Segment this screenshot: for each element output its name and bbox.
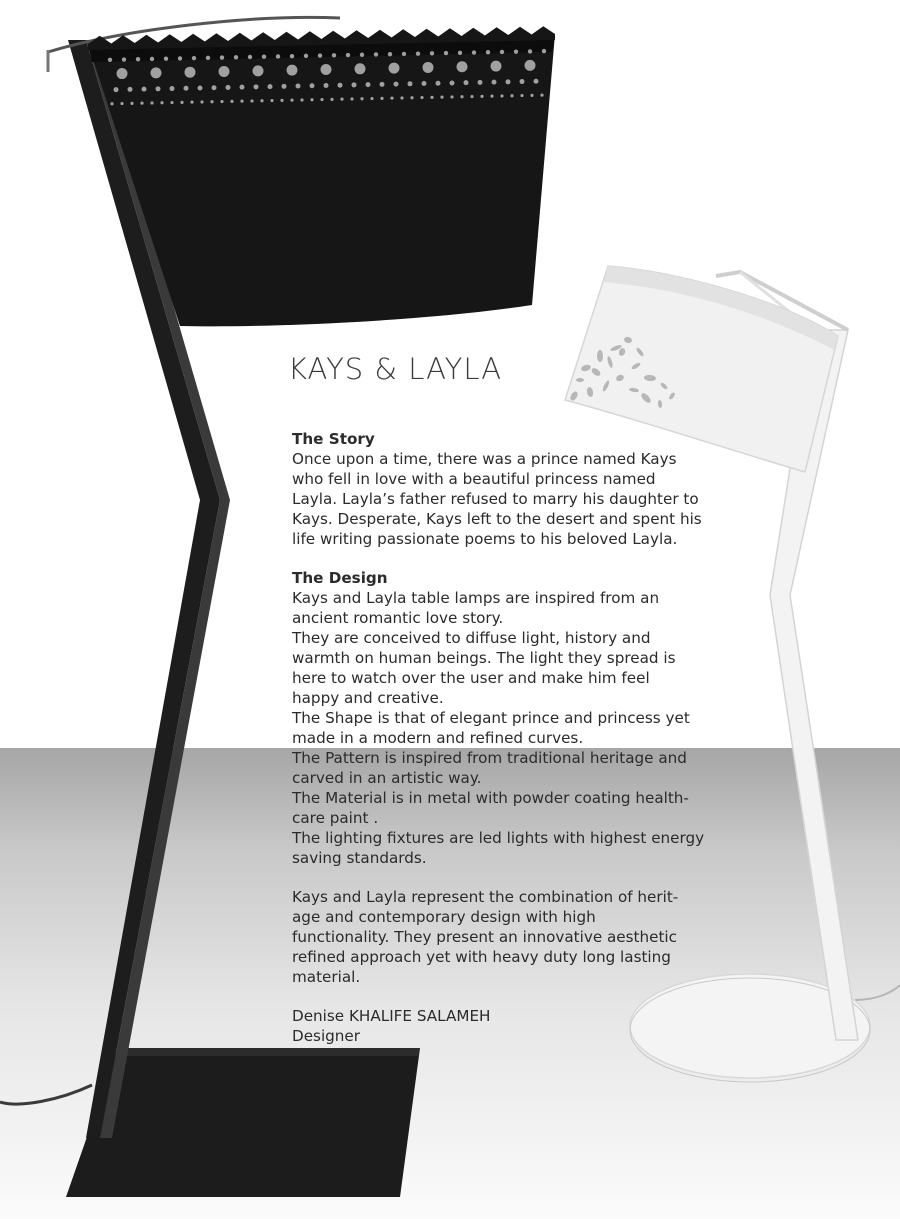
perforation-dot bbox=[500, 50, 504, 54]
perforation-dot bbox=[450, 95, 453, 98]
perforation-dot bbox=[480, 95, 483, 98]
perforation-dot bbox=[346, 53, 350, 57]
perforation-dot bbox=[525, 60, 536, 71]
perforation-dot bbox=[290, 54, 294, 58]
perforation-dot bbox=[394, 82, 399, 87]
spacer bbox=[292, 987, 732, 1006]
story-text-block bbox=[292, 429, 732, 1046]
perforation-dot bbox=[130, 102, 133, 105]
perforation-dot bbox=[450, 80, 455, 85]
perforation-dot bbox=[410, 96, 413, 99]
perforation-dot bbox=[128, 87, 133, 92]
perforation-dot bbox=[390, 97, 393, 100]
design-line: saving standards. bbox=[292, 849, 427, 867]
design-line: carved in an artistic way. bbox=[292, 769, 482, 787]
perforation-dot bbox=[478, 80, 483, 85]
perforation-dot bbox=[352, 82, 357, 87]
perforation-dot bbox=[464, 80, 469, 85]
perforation-dot bbox=[340, 98, 343, 101]
design-line: here to watch over the user and make him feel bbox=[292, 669, 650, 687]
perforation-dot bbox=[190, 101, 193, 104]
perforation-dot bbox=[150, 101, 153, 104]
perforation-dot bbox=[142, 87, 147, 92]
perforation-dot bbox=[528, 49, 532, 53]
perforation-dot bbox=[282, 84, 287, 89]
perforation-dot bbox=[300, 98, 303, 101]
perforation-dot bbox=[422, 81, 427, 86]
perforation-dot bbox=[180, 101, 183, 104]
designer-name: Denise KHALIFE SALAMEH bbox=[292, 1007, 491, 1025]
perforation-dot bbox=[206, 56, 210, 60]
story-line: Once upon a time, there was a prince named Kays bbox=[292, 450, 677, 468]
perforation-dot bbox=[491, 61, 502, 72]
perforation-dot bbox=[458, 51, 462, 55]
perforation-dot bbox=[184, 86, 189, 91]
perforation-dot bbox=[262, 55, 266, 59]
perforation-dot bbox=[520, 94, 523, 97]
perforation-dot bbox=[400, 96, 403, 99]
summary-line: Kays and Layla represent the combination of herit- bbox=[292, 888, 679, 906]
perforation-dot bbox=[310, 98, 313, 101]
summary-line: age and contemporary design with high bbox=[292, 908, 596, 926]
design-line: Kays and Layla table lamps are inspired from an bbox=[292, 589, 660, 607]
perforation-dot bbox=[380, 97, 383, 100]
design-line: warmth on human beings. The light they spread is bbox=[292, 649, 676, 667]
spacer bbox=[292, 549, 732, 568]
perforation-dot bbox=[200, 100, 203, 103]
perforation-dot bbox=[490, 95, 493, 98]
perforation-dot bbox=[287, 65, 298, 76]
perforation-dot bbox=[170, 86, 175, 91]
summary-line: refined approach yet with heavy duty long lasting bbox=[292, 948, 671, 966]
perforation-dot bbox=[178, 56, 182, 60]
perforation-dot bbox=[270, 99, 273, 102]
perforation-dot bbox=[534, 79, 539, 84]
perforation-dot bbox=[240, 85, 245, 90]
perforation-dot bbox=[296, 84, 301, 89]
perforation-dot bbox=[304, 54, 308, 58]
perforation-dot bbox=[321, 64, 332, 75]
perforation-dot bbox=[226, 85, 231, 90]
design-heading: The Design bbox=[292, 569, 388, 587]
perforation-dot bbox=[520, 79, 525, 84]
design-line: They are conceived to diffuse light, history and bbox=[292, 629, 651, 647]
page-title: KAYS & LAYLA bbox=[288, 352, 503, 386]
perforation-dot bbox=[500, 94, 503, 97]
perforation-dot bbox=[234, 55, 238, 59]
perforation-dot bbox=[254, 84, 259, 89]
perforation-dot bbox=[140, 102, 143, 105]
perforation-dot bbox=[220, 100, 223, 103]
perforation-dot bbox=[170, 101, 173, 104]
perforation-dot bbox=[486, 50, 490, 54]
perforation-dot bbox=[444, 51, 448, 55]
perforation-dot bbox=[408, 81, 413, 86]
perforation-dot bbox=[374, 52, 378, 56]
perforation-dot bbox=[510, 94, 513, 97]
design-line: The lighting fixtures are led lights with highest energy bbox=[292, 829, 705, 847]
perforation-dot bbox=[506, 79, 511, 84]
perforation-dot bbox=[117, 68, 128, 79]
perforation-dot bbox=[122, 57, 126, 61]
design-line: The Pattern is inspired from traditional heritage and bbox=[292, 749, 687, 767]
perforation-dot bbox=[310, 83, 315, 88]
spacer bbox=[292, 868, 732, 887]
perforation-dot bbox=[220, 55, 224, 59]
perforation-dot bbox=[210, 100, 213, 103]
perforation-dot bbox=[423, 62, 434, 73]
perforation-dot bbox=[360, 97, 363, 100]
perforation-dot bbox=[151, 67, 162, 78]
perforation-dot bbox=[440, 96, 443, 99]
perforation-dot bbox=[492, 80, 497, 85]
story-heading: The Story bbox=[292, 430, 375, 448]
perforation-dot bbox=[192, 56, 196, 60]
perforation-dot bbox=[330, 98, 333, 101]
perforation-dot bbox=[460, 95, 463, 98]
perforation-dot bbox=[164, 56, 168, 60]
perforation-dot bbox=[108, 58, 112, 62]
design-line: The Shape is that of elegant prince and princess yet bbox=[292, 709, 690, 727]
floral-leaf bbox=[576, 378, 584, 382]
perforation-dot bbox=[248, 55, 252, 59]
perforation-dot bbox=[420, 96, 423, 99]
perforation-dot bbox=[250, 99, 253, 102]
perforation-dot bbox=[160, 101, 163, 104]
perforation-dot bbox=[430, 96, 433, 99]
perforation-dot bbox=[212, 85, 217, 90]
design-line: happy and creative. bbox=[292, 689, 444, 707]
perforation-dot bbox=[389, 63, 400, 74]
perforation-dot bbox=[276, 54, 280, 58]
perforation-dot bbox=[457, 61, 468, 72]
summary-line: functionality. They present an innovative aesthetic bbox=[292, 928, 678, 946]
design-line: care paint . bbox=[292, 809, 379, 827]
perforation-dot bbox=[120, 102, 123, 105]
perforation-dot bbox=[388, 52, 392, 56]
perforation-dot bbox=[540, 94, 543, 97]
perforation-dot bbox=[280, 99, 283, 102]
perforation-dot bbox=[530, 94, 533, 97]
perforation-dot bbox=[318, 53, 322, 57]
story-line: Layla. Layla’s father refused to marry his daughter to bbox=[292, 490, 699, 508]
perforation-dot bbox=[320, 98, 323, 101]
perforation-dot bbox=[542, 49, 546, 53]
design-line: made in a modern and refined curves. bbox=[292, 729, 584, 747]
perforation-dot bbox=[253, 65, 264, 76]
perforation-dot bbox=[150, 57, 154, 61]
perforation-dot bbox=[324, 83, 329, 88]
perforation-dot bbox=[370, 97, 373, 100]
perforation-dot bbox=[436, 81, 441, 86]
perforation-dot bbox=[136, 57, 140, 61]
perforation-dot bbox=[260, 99, 263, 102]
perforation-dot bbox=[110, 102, 113, 105]
perforation-dot bbox=[350, 97, 353, 100]
perforation-dot bbox=[430, 51, 434, 55]
perforation-dot bbox=[290, 99, 293, 102]
perforation-dot bbox=[240, 100, 243, 103]
story-line: Kays. Desperate, Kays left to the desert and spent his bbox=[292, 510, 702, 528]
perforation-dot bbox=[416, 51, 420, 55]
perforation-dot bbox=[472, 50, 476, 54]
perforation-dot bbox=[114, 87, 119, 92]
perforation-dot bbox=[156, 86, 161, 91]
design-line: ancient romantic love story. bbox=[292, 609, 504, 627]
perforation-dot bbox=[380, 82, 385, 87]
perforation-dot bbox=[514, 49, 518, 53]
perforation-dot bbox=[198, 86, 203, 91]
perforation-dot bbox=[185, 67, 196, 78]
perforation-dot bbox=[470, 95, 473, 98]
perforation-dot bbox=[338, 83, 343, 88]
story-line: who fell in love with a beautiful princess named bbox=[292, 470, 656, 488]
perforation-dot bbox=[268, 84, 273, 89]
perforation-dot bbox=[366, 82, 371, 87]
story-line: life writing passionate poems to his beloved Layla. bbox=[292, 530, 678, 548]
perforation-dot bbox=[332, 53, 336, 57]
perforation-dot bbox=[360, 53, 364, 57]
design-line: The Material is in metal with powder coating health- bbox=[292, 789, 689, 807]
perforation-dot bbox=[230, 100, 233, 103]
designer-role: Designer bbox=[292, 1027, 361, 1045]
perforation-dot bbox=[402, 52, 406, 56]
perforation-dot bbox=[219, 66, 230, 77]
perforation-dot bbox=[355, 63, 366, 74]
summary-line: material. bbox=[292, 968, 361, 986]
